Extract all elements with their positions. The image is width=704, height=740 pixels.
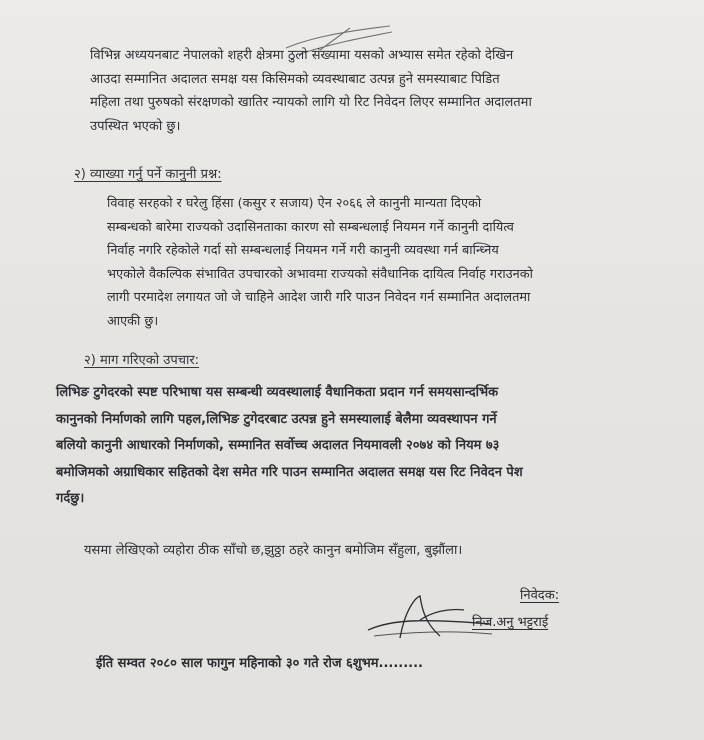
paragraph-line: लागी परमादेश लगायत जो जे चाहिने आदेश जारी गरि पाउन निवेदन गर्न सम्मानित अदालतमा (107, 290, 531, 306)
paragraph-line: बलियो कानुनी आधारको निर्माणको, सम्मानित सर्वोच्च अदालत नियमावली २०७४ को नियम ७३ (56, 438, 500, 453)
petitioner-label: निवेदक: (520, 588, 560, 603)
paragraph-line: उपस्थित भएको छु। (90, 118, 181, 134)
paragraph-line: विभिन्न अध्ययनबाट नेपालको शहरी क्षेत्रमा ठुलो संख्यामा यसको अभ्यास समेत रहेको देखिन (90, 48, 514, 63)
section-heading-remedy: २) माग गरिएको उपचार: (84, 353, 200, 368)
paragraph-line: आउदा सम्मानित अदालत समक्ष यस किसिमको व्यवस्थाबाट उत्पन्न हुने समस्याबाट पिडित (90, 71, 500, 87)
paragraph-intro (90, 44, 690, 138)
paragraph-line: विवाह सरहको र घरेलु हिंसा (कसुर र सजाय) ऐन २०६६ ले कानुनी मान्यता दिएको (107, 196, 482, 211)
paragraph-line: आएकी छु। (107, 313, 159, 329)
section-heading-legal-question: २) व्याख्या गर्नु पर्ने कानुनी प्रश्न: (74, 167, 222, 182)
paragraph-line: बमोजिमको अग्राधिकार सहितको देश समेत गरि पाउन सम्मानित अदालत समक्ष यस रिट निवेदन पेश (56, 464, 523, 480)
petitioner-name: निज.अनु भट्टराई (472, 615, 549, 630)
paragraph-line: महिला तथा पुरुषको संरक्षणको खातिर न्यायको लागि यो रिट निवेदन लिएर सम्मानित अदालतमा (90, 95, 532, 110)
paragraph-line: भएकोले वैकल्पिक संभावित उपचारको अभावमा राज्यको संवैधानिक दायित्व निर्वाह गराउनको (107, 266, 533, 282)
paragraph-line: निर्वाह नगरि रहेकोले गर्दा सो सम्बन्धलाई नियमन गर्ने गरी कानुनी व्यवस्था गर्न बान्ध्निय (107, 243, 499, 259)
paragraph-line: लिभिङ टुगेदरको स्पष्ट परिभाषा यस सम्बन्धी व्यवस्थालाई वैधानिकता प्रदान गर्न समयसान्दर्भिक (56, 385, 499, 400)
paragraph-remedy (56, 380, 696, 513)
paragraph-line: गर्दछु। (56, 491, 85, 506)
paragraph-line: कानुनको निर्माणको लागि पहल,लिभिङ टुगेदरबाट उत्पन्न हुने समस्यालाई बेलैमा व्यवस्थापन गर्ने (56, 411, 497, 427)
declaration-statement: यसमा लेखिएको व्यहोरा ठीक साँचो छ,झुठ्ठा ठहरे कानुन बमोजिम सँहुला, बुझौंला। (84, 543, 463, 558)
date-line: ईति सम्वत २०८० साल फागुन महिनाको ३० गते रोज ६शुभम......... (96, 656, 423, 671)
paragraph-legal-question (107, 192, 697, 334)
paragraph-line: सम्बन्धको बारेमा राज्यको उदासिनताका कारण सो सम्बन्धलाई नियमन गर्ने कानुनी दायित्व (107, 219, 514, 235)
